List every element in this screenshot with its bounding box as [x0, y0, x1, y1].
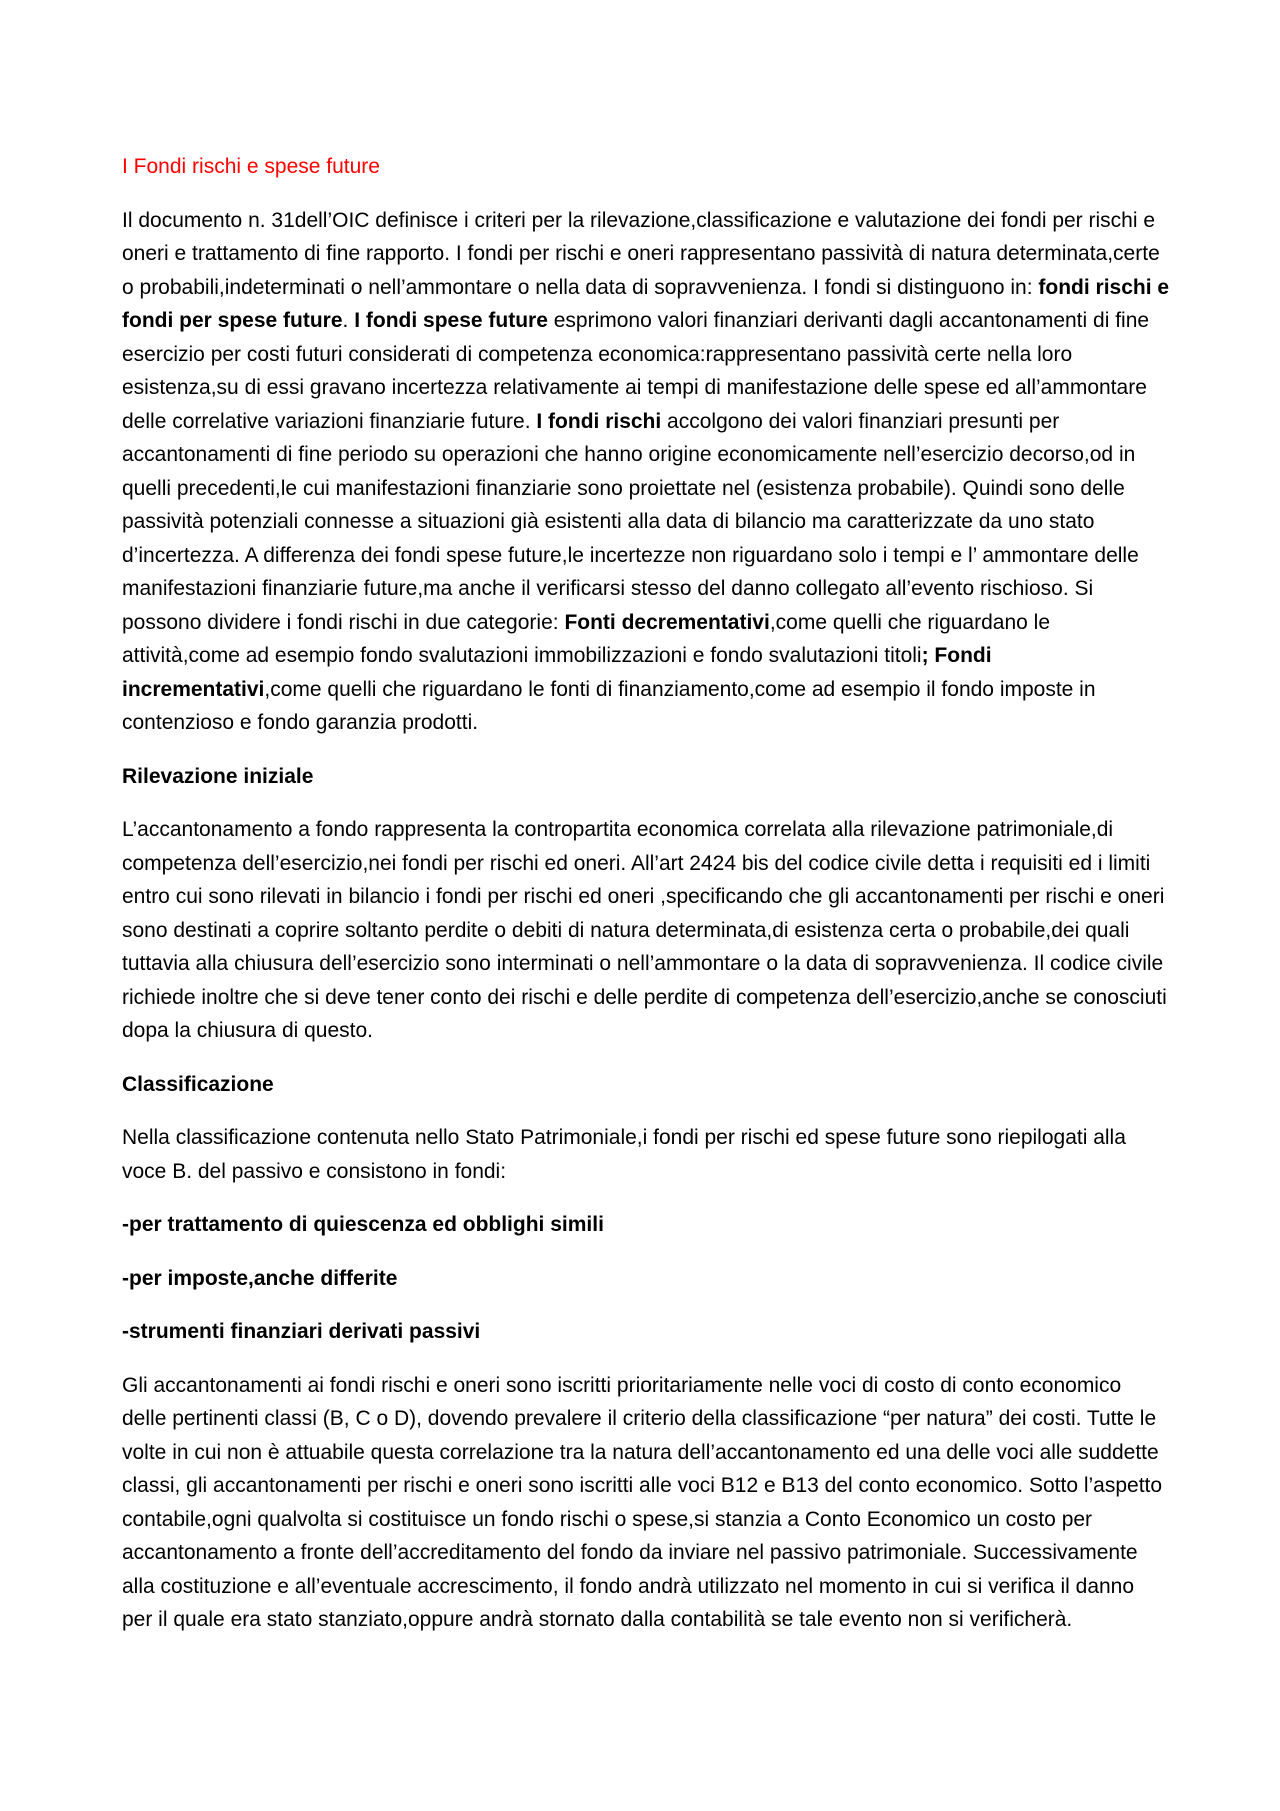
bold-run: Fonti decrementativi	[564, 610, 770, 634]
accantonamenti-paragraph: Gli accantonamenti ai fondi rischi e oneri sono iscritti prioritariamente nelle voci di costo di conto economico delle pertinenti classi (B, C o D), dovendo prevalere il criterio della classificazione “per natura” dei costi. Tutte le volte in cui non è attuabile questa correlazione tra la natura dell’accantonamento ed una delle voci alle suddette classi, gli accantonamenti per rischi e oneri sono iscritti alle voci B12 e B13 del conto economico. Sotto l’aspetto contabile,ogni qualvolta si costituisce un fondo rischi o spese,si stanzia a Conto Economico un costo per accantonamento a fronte dell’accreditamento del fondo da inviare nel passivo patrimoniale. Successivamente alla costituzione e all’eventuale accrescimento, il fondo andrà utilizzato nel momento in cui si verifica il danno per il quale era stato stanziato,oppure andrà stornato dalla contabilità se tale evento non si verificherà.	[122, 1373, 1163, 1631]
text-run: esprimono valori finanziari derivanti dagli accantonamenti di fine esercizio per costi futuri considerati di competenza economica:rappresentano passività certe nella loro esistenza,su di essi gravano incertezza relativamente ai tempi di manifestazione delle spese ed all’ammontare delle correlative variazioni finanziarie future.	[122, 309, 1150, 433]
list-item: -strumenti finanziari derivati passivi	[122, 1320, 481, 1343]
section-heading-rilevazione: Rilevazione iniziale	[122, 764, 314, 788]
bold-run: I fondi rischi	[536, 409, 662, 433]
text-run: .	[342, 309, 355, 332]
bold-run: I fondi spese future	[354, 309, 548, 332]
document-body	[122, 150, 1170, 1657]
rilevazione-paragraph: L’accantonamento a fondo rappresenta la contropartita economica correlata alla rilevazione patrimoniale,di competenza dell’esercizio,nei fondi per rischi ed oneri. All’art 2424 bis del codice civile detta i requisiti ed i limiti entro cui sono rilevati in bilancio i fondi per rischi ed oneri ,specificando che gli accantonamenti per rischi e oneri sono destinati a coprire soltanto perdite o debiti di natura determinata,di esistenza certa o probabile,dei quali tuttavia alla chiusura dell’esercizio sono interminati o nell’ammontare o la data di sopravvenienza. Il codice civile richiede inoltre che si deve tener conto dei rischi e delle perdite di competenza dell’esercizio,anche se conosciuti dopa la chiusura di questo.	[122, 818, 1167, 1042]
classificazione-paragraph: Nella classificazione contenuta nello Stato Patrimoniale,i fondi per rischi ed spese future sono riepilogati alla voce B. del passivo e consistono in fondi:	[122, 1126, 1126, 1183]
text-run: ,come quelli che riguardano le fonti di finanziamento,come ad esempio il fondo imposte in contenzioso e fondo garanzia prodotti.	[122, 677, 1096, 734]
intro-paragraph	[122, 204, 1170, 740]
section-heading-classificazione: Classificazione	[122, 1072, 274, 1096]
text-run: accolgono dei valori finanziari presunti per accantonamenti di fine periodo su operazioni che hanno origine economicamente nell’esercizio decorso,od in quelli precedenti,le cui manifestazioni finanziarie sono proiettate nel (esistenza probabile). Quindi sono delle passività potenziali connesse a situazioni già esistenti alla data di bilancio ma caratterizzate da uno stato d’incertezza. A differenza dei fondi spese future,le incertezze non riguardano solo i tempi e l’ ammontare delle manifestazioni finanziarie future,ma anche il verificarsi stesso del danno collegato all’evento rischioso. Si possono dividere i fondi rischi in due categorie:	[122, 409, 1139, 634]
document-title: I Fondi rischi e spese future	[122, 155, 380, 178]
bold-run: fondi rischi e fondi per spese future	[122, 275, 1170, 332]
bold-run: ; Fondi incrementativi	[122, 644, 992, 701]
list-item: -per imposte,anche differite	[122, 1266, 398, 1290]
list-item: -per trattamento di quiescenza ed obblighi simili	[122, 1213, 604, 1236]
text-run: ,come quelli che riguardano le attività,come ad esempio fondo svalutazioni immobilizzazioni e fondo svalutazioni titoli	[122, 610, 1050, 667]
text-run: Il documento n. 31dell’OIC definisce i criteri per la rilevazione,classificazione e valutazione dei fondi per rischi e oneri e trattamento di fine rapporto. I fondi per rischi e oneri rappresentano passività di natura determinata,certe o probabili,indeterminati o nell’ammontare o nella data di sopravvenienza. I fondi si distinguono in:	[122, 208, 1160, 299]
